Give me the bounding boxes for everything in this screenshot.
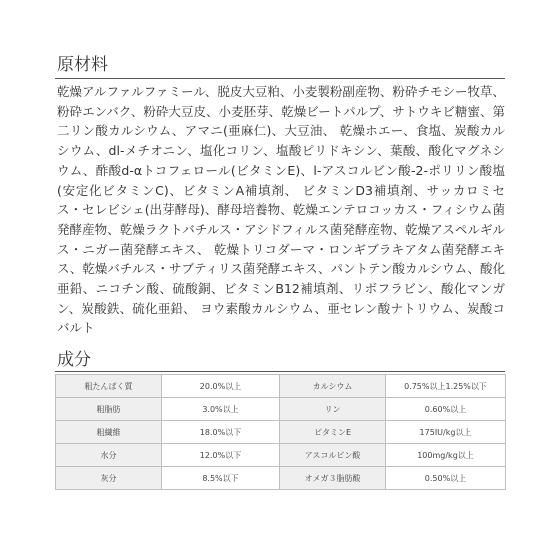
nutrient-value: 0.60%以上 — [386, 398, 506, 421]
nutrition-table — [55, 374, 506, 490]
nutrient-value: 3.0%以上 — [162, 398, 280, 421]
nutrient-label: オメガ３脂肪酸 — [280, 467, 386, 490]
nutrient-label: 水分 — [56, 444, 162, 467]
nutrient-label: 粗繊維 — [56, 421, 162, 444]
nutrient-label: 粗脂肪 — [56, 398, 162, 421]
nutrition-divider — [55, 371, 505, 372]
table-row — [56, 467, 506, 490]
nutrition-title: 成分 — [57, 350, 91, 370]
nutrient-label: ビタミンE — [280, 421, 386, 444]
table-row — [56, 375, 506, 398]
ingredients-divider — [55, 78, 505, 79]
nutrient-value: 100mg/kg以上 — [386, 444, 506, 467]
ingredients-title: 原材料 — [57, 55, 108, 75]
nutrient-value: 20.0%以上 — [162, 375, 280, 398]
nutrient-value: 12.0%以下 — [162, 444, 280, 467]
table-row — [56, 398, 506, 421]
ingredients-text: 乾燥アルファルファミール、脱皮大豆粕、小麦製粉副産物、粉砕チモシー牧草、粉砕エンバク、粉砕大豆皮、小麦胚芽、乾燥ビートパルプ、サトウキビ糖蜜、第二リン酸カルシウム、アマニ(亜麻仁)、大豆油、 乾燥ホエー、食塩、炭酸カルシウム、dl-メチオニン、塩化コリン、塩酸ピリドキシン、葉酸、酸化マグネシウム、酢酸d-αトコフェロール(ビタミンE)、l-アスコルビン酸-2-ポリリン酸塩(安定化ビタミンC)、ビタミンA補填剤、 ビタミンD3補填剤、サッカロミセス・セレビシェ(出芽酵母)、酵母培養物、乾燥エンテロコッカス・フィシウム菌発酵産物、乾燥ラクトバチルス・アシドフィルス菌発酵産物、乾燥アスペルギルス・ニガー菌発酵エキス、 乾燥トリコダーマ・ロンギブラキアタム菌発酵エキス、乾燥バチルス・サブティリス菌発酵エキス、パントテン酸カルシウム、酸化亜鉛、ニコチン酸、硫酸銅、ビタミンB12補填剤、リボフラビン、酸化マンガン、炭酸鉄、硫化亜鉛、 ヨウ素酸カルシウム、亜セレン酸ナトリウム、炭酸コバルト — [57, 84, 505, 336]
nutrient-label: カルシウム — [280, 375, 386, 398]
nutrient-label: リン — [280, 398, 386, 421]
nutrient-value: 175IU/kg以上 — [386, 421, 506, 444]
table-row — [56, 421, 506, 444]
nutrient-label: アスコルビン酸 — [280, 444, 386, 467]
nutrient-value: 0.75%以上1.25%以下 — [386, 375, 506, 398]
nutrient-label: 粗たんぱく質 — [56, 375, 162, 398]
nutrient-label: 灰分 — [56, 467, 162, 490]
nutrient-value: 8.5%以下 — [162, 467, 280, 490]
table-row — [56, 444, 506, 467]
nutrient-value: 18.0%以下 — [162, 421, 280, 444]
nutrient-value: 0.50%以上 — [386, 467, 506, 490]
